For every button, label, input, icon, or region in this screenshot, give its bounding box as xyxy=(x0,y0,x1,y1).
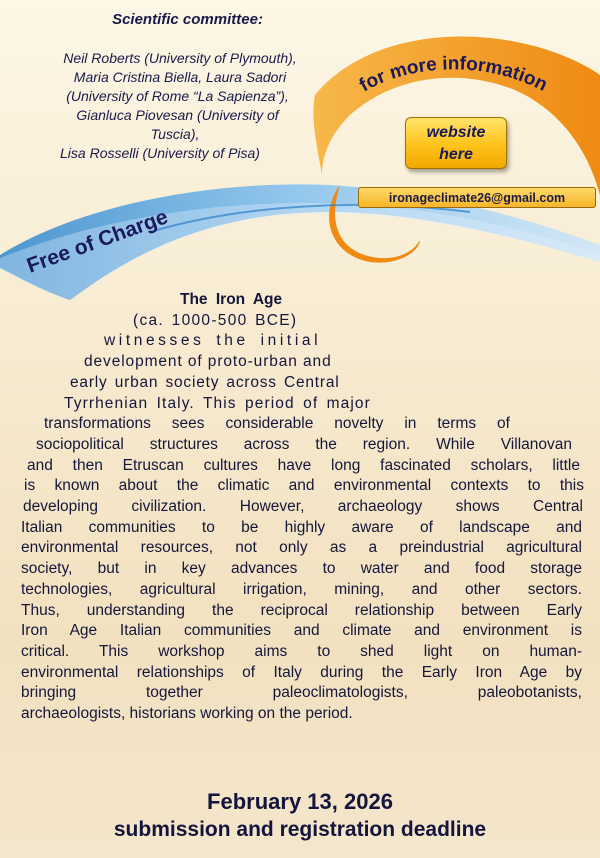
committee-line: Neil Roberts (University of Plymouth), xyxy=(63,50,297,66)
body-line: Tyrrhenian Italy. This period of major xyxy=(64,394,371,412)
free-of-charge-text: Free of Charge xyxy=(23,205,171,278)
workshop-description xyxy=(0,290,600,725)
body-line: society, but in key advances to water and food storage xyxy=(21,560,582,578)
svg-text:for more information xyxy=(356,53,551,96)
body-line: early urban society across Central xyxy=(70,373,340,391)
body-line: and then Etruscan cultures have long fascinated scholars, little xyxy=(27,456,580,474)
body-line: Thus, understanding the reciprocal relationship between Early xyxy=(21,601,582,619)
deadline-date: February 13, 2026 xyxy=(207,789,393,814)
more-info-text: for more information xyxy=(356,53,551,97)
body-line: environmental relationships of Italy during the Early Iron Age by xyxy=(21,663,582,681)
deadline-label: submission and registration deadline xyxy=(113,818,487,841)
body-line: (ca. 1000-500 BCE) xyxy=(133,311,298,329)
body-line: development of proto-urban and xyxy=(84,353,332,371)
body-line: developing civilization. However, archaeology shows Central xyxy=(23,498,583,516)
body-line: technologies, agricultural irrigation, mining, and other sectors. xyxy=(21,580,582,598)
email-link[interactable]: ironageclimate26@gmail.com xyxy=(358,187,596,208)
body-line: The Iron Age xyxy=(180,291,283,308)
deadline-block xyxy=(0,788,600,844)
committee-line: Tuscia), xyxy=(150,126,200,142)
body-line: transformations sees considerable novelty in terms of xyxy=(44,415,510,433)
committee-line: Gianluca Piovesan (University of xyxy=(76,107,279,123)
website-button[interactable] xyxy=(405,117,507,169)
body-line: sociopolitical structures across the region. While Villanovan xyxy=(36,435,572,453)
body-line: Iron Age Italian communities and climate and environment is xyxy=(21,622,582,640)
committee-line: Lisa Rosselli (University of Pisa) xyxy=(60,145,260,161)
body-line: is known about the climatic and environmental contexts to this xyxy=(24,477,584,495)
body-line: environmental resources, not only as a preindustrial agricultural xyxy=(21,539,582,557)
body-line: Italian communities to be highly aware of landscape and xyxy=(21,518,582,536)
free-of-charge-label xyxy=(22,203,232,283)
body-line: witnesses the initial xyxy=(104,332,322,350)
committee-line: (University of Rome “La Sapienza”), xyxy=(66,88,289,104)
committee-line: Maria Cristina Biella, Laura Sadori xyxy=(73,69,287,85)
committee-title: Scientific committee: xyxy=(112,11,263,28)
body-line: archaeologists, historians working on the period. xyxy=(21,705,353,723)
website-label-line1: website xyxy=(426,124,486,141)
website-label-line2: here xyxy=(439,146,473,163)
scientific-committee xyxy=(0,10,345,163)
body-line: critical. This workshop aims to shed light on human- xyxy=(21,642,582,660)
body-line: bringing together paleoclimatologists, paleobotanists, xyxy=(21,684,582,702)
